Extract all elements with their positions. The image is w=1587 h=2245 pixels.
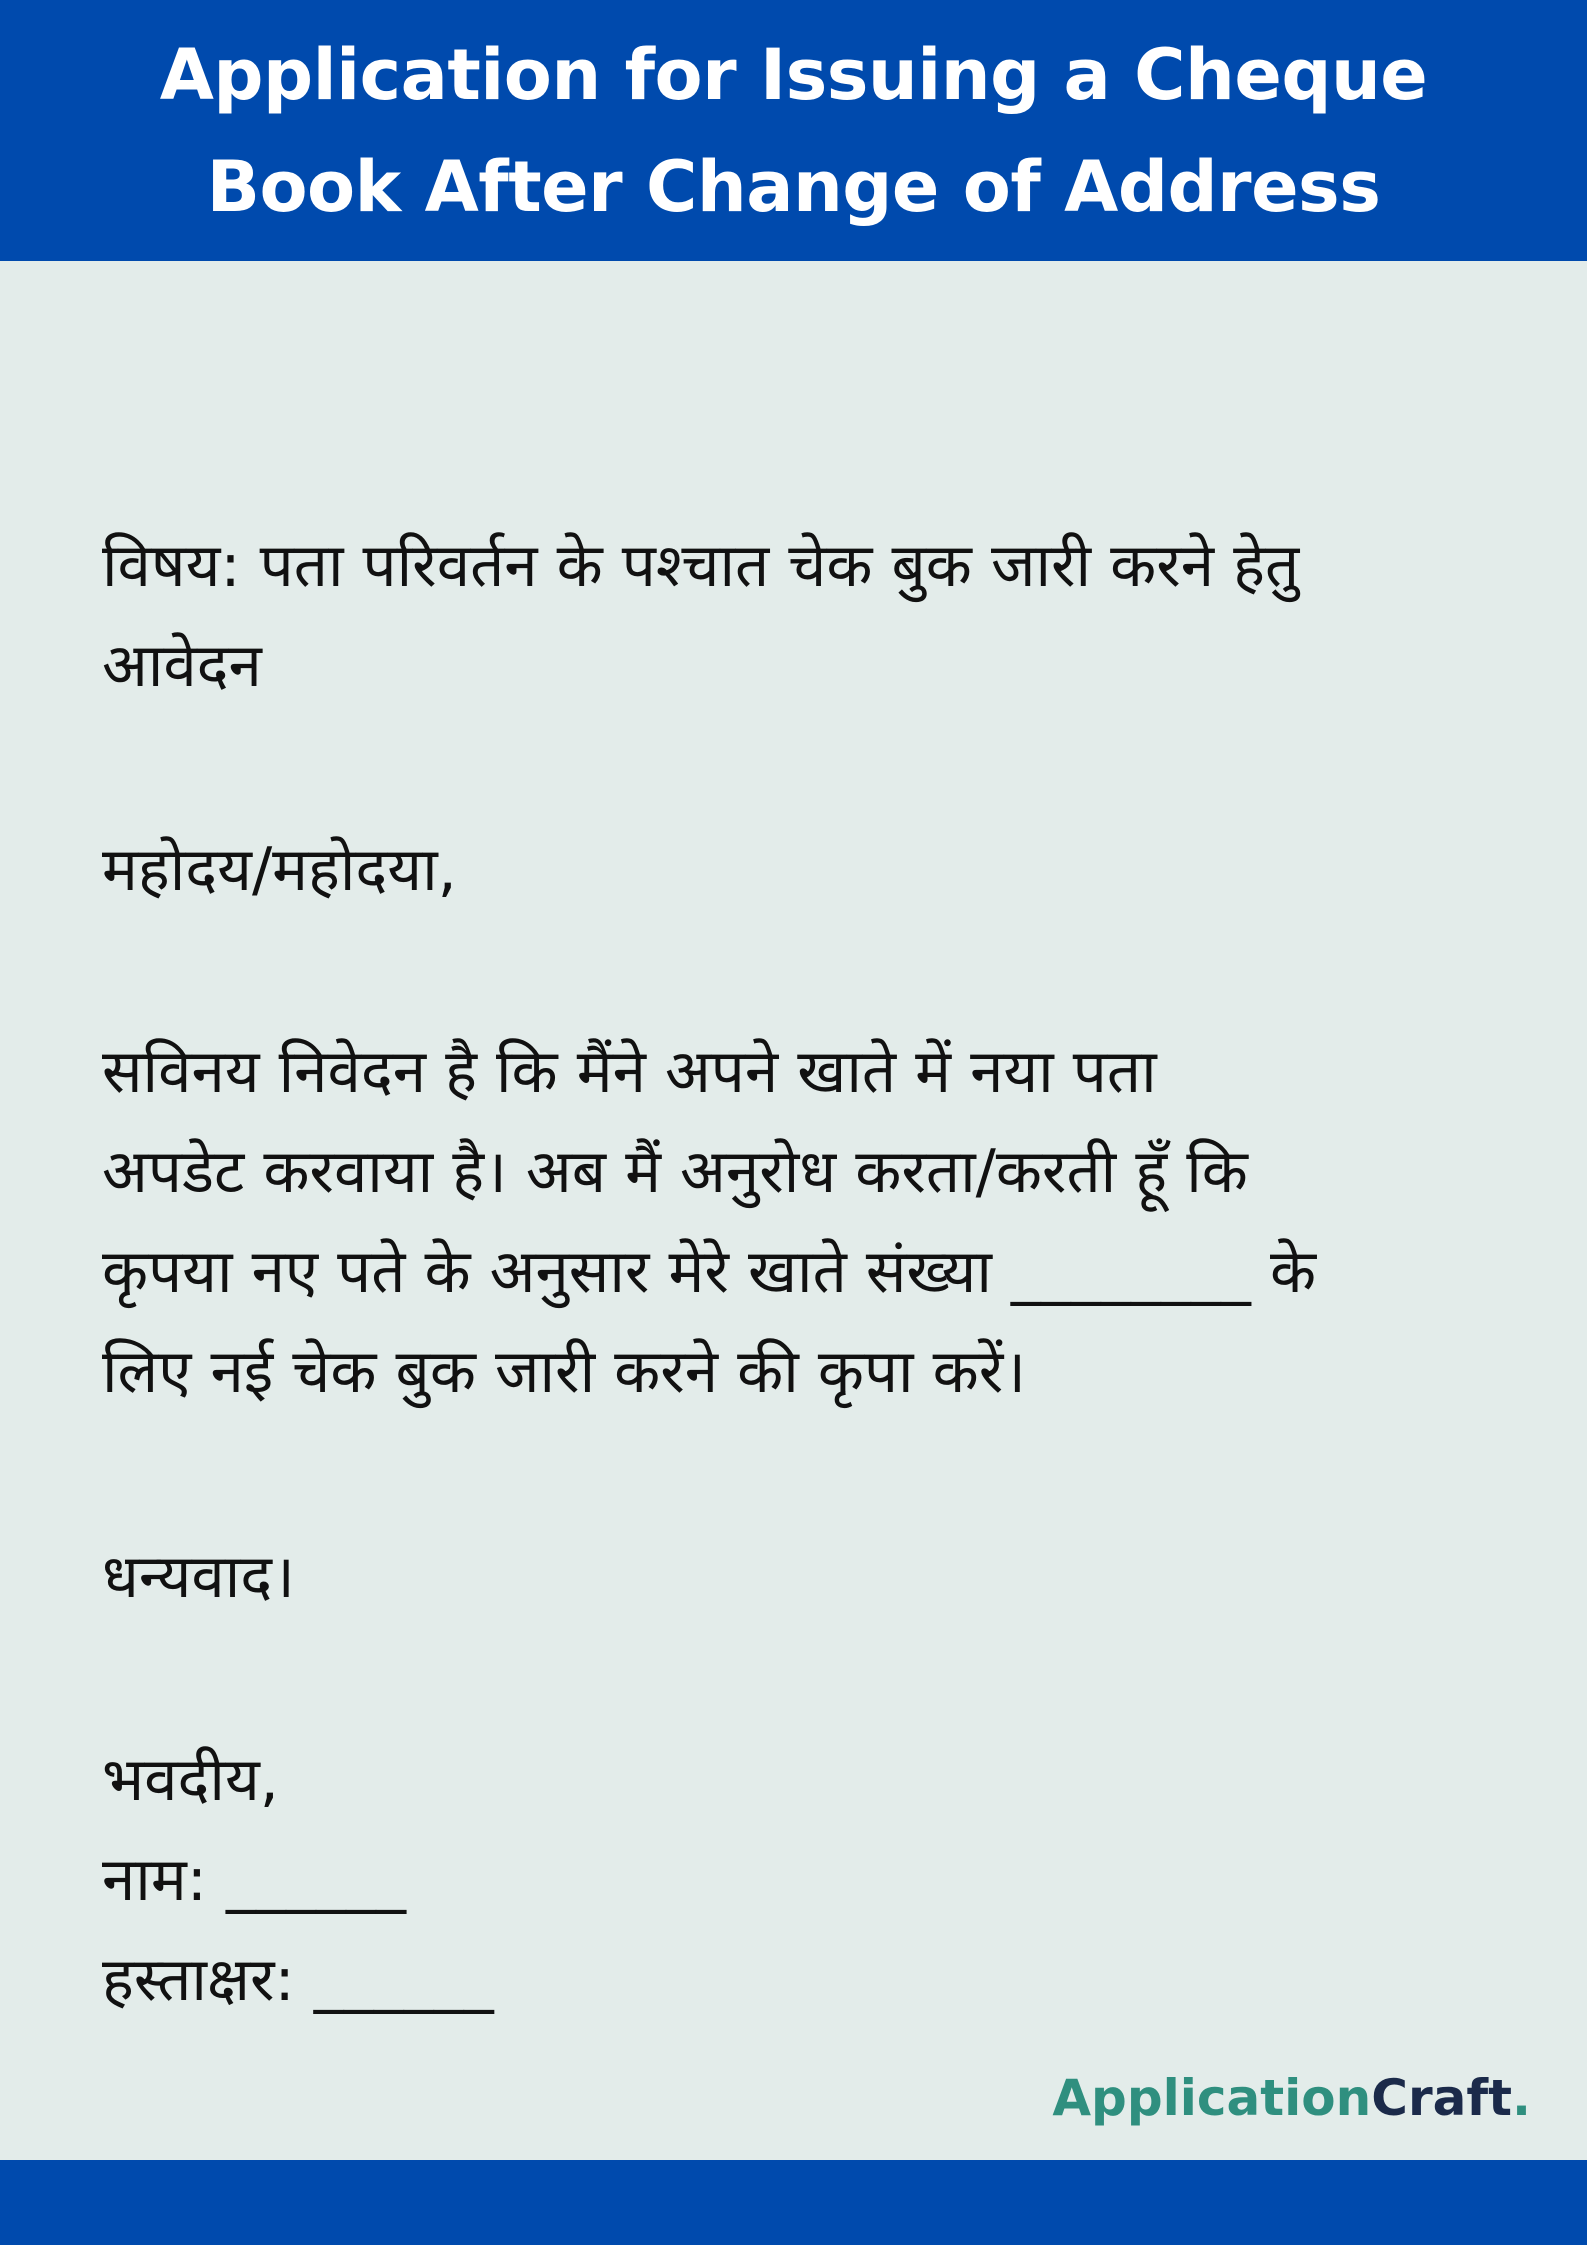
brand-logo-dot: . [1512, 2069, 1531, 2127]
body-line-4: लिए नई चेक बुक जारी करने की कृपा करें। [102, 1337, 1026, 1407]
brand-logo-part-2: Craft [1371, 2069, 1512, 2127]
brand-logo-part-1: Application [1052, 2069, 1372, 2127]
salutation: महोदय/महोदया, [102, 835, 457, 905]
subject-line-1: विषय: पता परिवर्तन के पश्चात चेक बुक जारी करने हेतु [102, 531, 1300, 601]
footer-bar [0, 2160, 1587, 2245]
brand-logo [1052, 2068, 1531, 2128]
body-line-3: कृपया नए पते के अनुसार मेरे खाते संख्या ________ के [102, 1237, 1317, 1307]
page-title-line-1: Application for Issuing a Cheque [159, 33, 1428, 116]
thanks-line: धन्यवाद। [102, 1542, 295, 1612]
body-line-1: सविनय निवेदन है कि मैंने अपने खाते में नया पता [102, 1037, 1157, 1107]
name-field-line: नाम: ______ [102, 1845, 407, 1915]
page-title [74, 19, 1514, 243]
closing-line: भवदीय, [102, 1745, 279, 1815]
subject-line-2: आवेदन [102, 631, 262, 701]
signature-field-line: हस्ताक्षर: ______ [102, 1945, 494, 2015]
header-banner [0, 0, 1587, 261]
page-title-line-2: Book After Change of Address [206, 145, 1381, 228]
body-line-2: अपडेट करवाया है। अब मैं अनुरोध करता/करती हूँ कि [102, 1137, 1248, 1207]
